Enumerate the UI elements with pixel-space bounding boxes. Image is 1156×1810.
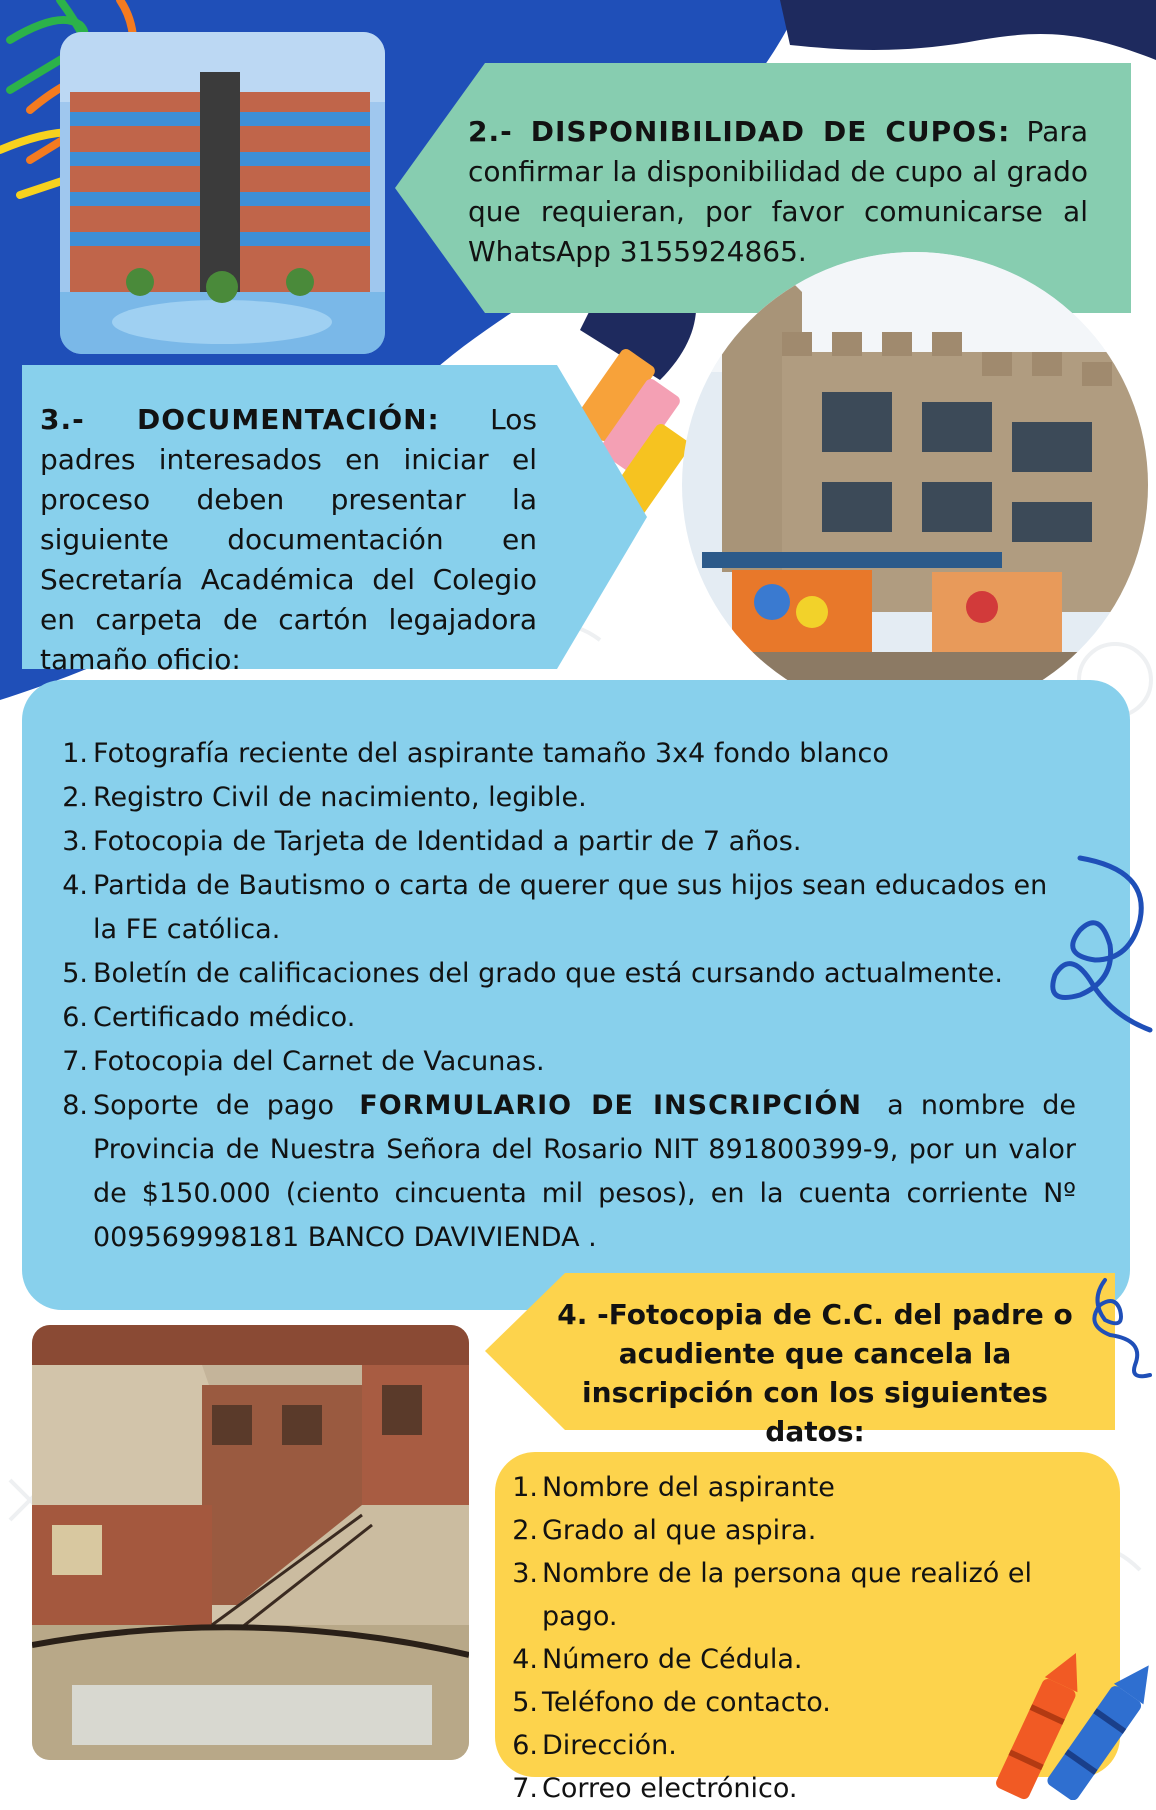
data-item bbox=[508, 1552, 1108, 1638]
document-item bbox=[58, 952, 1076, 996]
section2-heading: 2.- DISPONIBILIDAD DE CUPOS: bbox=[468, 115, 1011, 148]
data-item-number: 2. bbox=[512, 1515, 538, 1546]
section2-body: Para confirmar la disponibilidad de cupo al grado que requieran, por favor comunicarse al WhatsApp 3155924865. bbox=[468, 115, 1088, 268]
document-text: Fotografía reciente del aspirante tamaño 3x4 fondo blanco bbox=[93, 738, 889, 769]
document-item bbox=[58, 820, 1076, 864]
document-number: 3. bbox=[62, 826, 88, 857]
document-text: Partida de Bautismo o carta de querer que sus hijos sean educados en la FE católica. bbox=[93, 870, 1048, 945]
payment-details: a nombre de Provincia de Nuestra Señora del Rosario NIT 891800399-9, por un valor de $150.000 (ciento cincuenta mil pesos), en la cuenta corriente Nº 009569998181 BANCO DAVIVIENDA . bbox=[93, 1090, 1076, 1253]
data-item-number: 7. bbox=[512, 1773, 538, 1804]
data-item-number: 6. bbox=[512, 1730, 538, 1761]
data-item-text: Nombre del aspirante bbox=[542, 1472, 835, 1503]
payment-number: 8. bbox=[62, 1090, 88, 1121]
document-text: Boletín de calificaciones del grado que está cursando actualmente. bbox=[93, 958, 1003, 989]
data-item-number: 1. bbox=[512, 1472, 538, 1503]
document-text: Registro Civil de nacimiento, legible. bbox=[93, 782, 587, 813]
document-number: 1. bbox=[62, 738, 88, 769]
document-text: Fotocopia del Carnet de Vacunas. bbox=[93, 1046, 545, 1077]
payment-prefix: Soporte de pago bbox=[93, 1090, 335, 1121]
data-item-text: Grado al que aspira. bbox=[542, 1515, 817, 1546]
document-number: 7. bbox=[62, 1046, 88, 1077]
document-item bbox=[58, 1040, 1076, 1084]
section3-heading: 3.- DOCUMENTACIÓN: bbox=[40, 403, 440, 436]
payment-item bbox=[58, 1084, 1076, 1260]
section3-body: Los padres interesados en iniciar el proceso deben presentar la siguiente documentación en Secretaría Académica del Colegio en carpeta de cartón legajadora tamaño oficio: bbox=[40, 403, 537, 676]
data-item-text: Nombre de la persona que realizó el pago. bbox=[542, 1558, 1032, 1632]
data-item-text: Dirección. bbox=[542, 1730, 677, 1761]
data-item-text: Teléfono de contacto. bbox=[542, 1687, 831, 1718]
data-item-text: Correo electrónico. bbox=[542, 1773, 798, 1804]
section3-text bbox=[40, 400, 537, 680]
document-text: Certificado médico. bbox=[93, 1002, 356, 1033]
payment-form-label: FORMULARIO DE INSCRIPCIÓN bbox=[359, 1090, 862, 1121]
document-item bbox=[58, 864, 1076, 952]
data-item-number: 5. bbox=[512, 1687, 538, 1718]
document-number: 4. bbox=[62, 870, 88, 901]
data-item-number: 3. bbox=[512, 1558, 538, 1589]
navy-blob bbox=[780, 0, 1156, 60]
document-item bbox=[58, 996, 1076, 1040]
data-item bbox=[508, 1466, 1108, 1509]
document-item bbox=[58, 776, 1076, 820]
school-building-photo bbox=[60, 32, 385, 354]
interior-stairs-photo bbox=[32, 1325, 469, 1760]
document-text: Fotocopia de Tarjeta de Identidad a partir de 7 años. bbox=[93, 826, 802, 857]
crayon-icon bbox=[970, 1640, 1156, 1800]
section4-heading: 4. -Fotocopia de C.C. del padre o acudiente que cancela la inscripción con los siguientes datos: bbox=[557, 1298, 1073, 1448]
data-item bbox=[508, 1509, 1108, 1552]
data-item-text: Número de Cédula. bbox=[542, 1644, 803, 1675]
document-number: 2. bbox=[62, 782, 88, 813]
document-item bbox=[58, 732, 1076, 776]
section2-text bbox=[468, 112, 1088, 272]
data-item-number: 4. bbox=[512, 1644, 538, 1675]
doodle-swirl-icon bbox=[1085, 1275, 1156, 1385]
documents-list bbox=[58, 732, 1076, 1260]
document-number: 6. bbox=[62, 1002, 88, 1033]
document-number: 5. bbox=[62, 958, 88, 989]
castle-building-photo bbox=[682, 252, 1148, 718]
